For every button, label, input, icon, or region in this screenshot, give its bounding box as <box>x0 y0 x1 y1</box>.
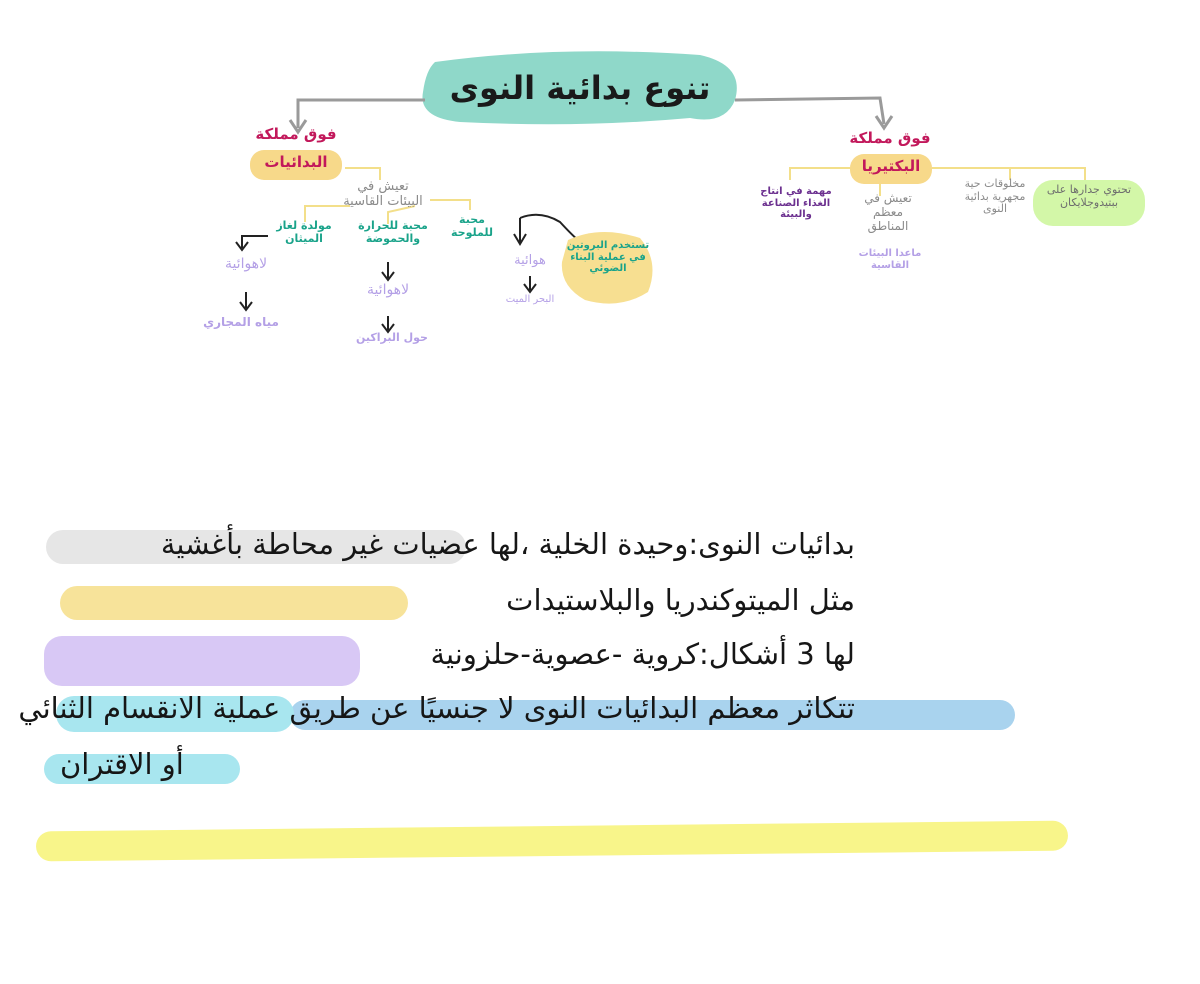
bacteria-fact-habitat: تعيش في معظم المناطق <box>864 191 912 233</box>
bacteria-fact-microscopic: مخلوقات حية مجهرية بدائية النوى <box>964 177 1026 216</box>
concept-map <box>0 0 1200 400</box>
note-line-5: أو الاقتران <box>60 747 184 781</box>
arrow-to-archaea <box>298 100 425 128</box>
archaea-name: البدائيات <box>264 153 328 171</box>
note-line-2: مثل الميتوكندريا والبلاستيدات <box>506 583 855 617</box>
note-line-4: تتكاثر معظم البدائيات النوى لا جنسيًا عن طريق عملية الانقسام الثنائي <box>18 691 855 725</box>
group-halophile-type: هوائية <box>514 253 546 268</box>
archaea-habitat: تعيش في البيئات القاسية <box>343 179 423 209</box>
note-line-1: بدائيات النوى:وحيدة الخلية ،لها عضيات غير محاطة بأغشية <box>160 527 855 561</box>
highlight-yellow <box>60 586 408 620</box>
group-thermoacidophile-example: حول البراكين <box>356 331 428 344</box>
group-halophile-example: البحر الميت <box>505 294 555 305</box>
bacteria-name: البكتيريا <box>861 157 921 175</box>
bacteria-heading: فوق مملكة <box>849 129 931 147</box>
arrow-to-bacteria <box>735 98 884 124</box>
group-methanogen-type: لاهوائية <box>224 256 268 272</box>
bacteria-fact-importance: مهمة في انتاج الغذاء الصناعة والبيئة <box>760 186 832 220</box>
group-halophile-label: محبة للملوحة <box>451 213 493 239</box>
group-thermoacidophile-type: لاهوائية <box>366 282 410 298</box>
divider-bottom <box>36 821 1068 862</box>
group-thermoacidophile-label: محبة للحرارة والحموضة <box>358 219 428 245</box>
group-methanogen-example: مياه المجاري <box>203 315 279 329</box>
diagram-title: تنوع بدائية النوى <box>449 69 711 107</box>
highlight-lavender <box>44 636 360 686</box>
bacteria-fact-wall: تحتوي جدارها على ببتيدوجلايكان <box>1046 183 1132 209</box>
archaea-note: تستخدم البروتين في عملية البناء الضوئي <box>566 240 650 274</box>
bacteria-fact-exception: ماعدا البيئات القاسية <box>858 248 922 271</box>
note-line-3: لها 3 أشكال:كروية -عصوية-حلزونية <box>430 637 855 671</box>
archaea-heading: فوق مملكة <box>255 125 337 143</box>
group-methanogen-label: مولدة لغاز الميثان <box>276 219 332 245</box>
